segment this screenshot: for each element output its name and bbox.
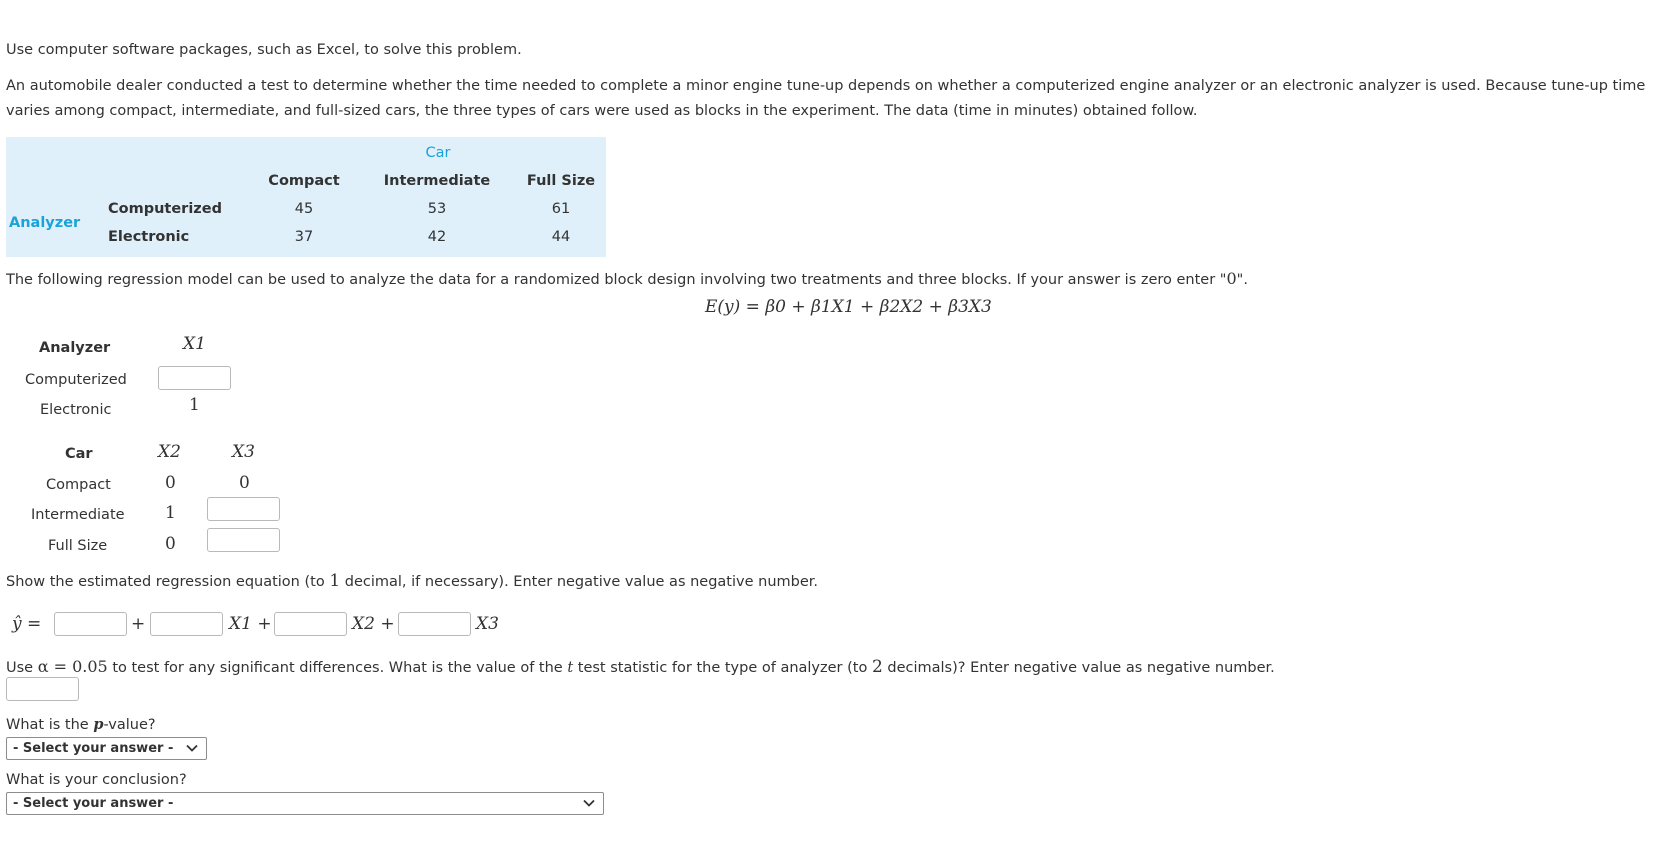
car-row-compact: Compact — [46, 477, 111, 493]
col-header-fullsize: Full Size — [526, 173, 596, 189]
b0-input[interactable] — [54, 612, 127, 636]
b1-input[interactable] — [150, 612, 223, 636]
row-label-electronic: Electronic — [108, 229, 190, 245]
row-label-computerized: Computerized — [108, 201, 222, 217]
x1-term: X1 + — [229, 614, 272, 634]
x3-term: X3 — [476, 614, 499, 634]
b2-input[interactable] — [274, 612, 347, 636]
x2-intermediate-value: 1 — [165, 503, 176, 523]
cell-computerized-compact: 45 — [294, 201, 314, 217]
col-group-label: Car — [425, 145, 451, 161]
conclusion-question: What is your conclusion? — [6, 772, 187, 788]
yhat-label: ŷ = — [12, 614, 42, 634]
analyzer-row-electronic: Electronic — [40, 402, 112, 418]
regression-intro: The following regression model can be used to analyze the data for a randomized block design involving two treatments and three blocks. If your answer is zero enter "0". — [6, 269, 1248, 288]
x3-fullsize-input[interactable] — [207, 528, 280, 552]
chevron-down-icon — [186, 742, 198, 754]
col-header-compact: Compact — [268, 173, 340, 189]
analyzer-row-computerized: Computerized — [25, 372, 127, 388]
plus-sign: + — [131, 614, 146, 634]
model-equation: E(y) = β0 + β1X1 + β2X2 + β3X3 — [705, 297, 992, 317]
cell-electronic-intermediate: 42 — [427, 229, 447, 245]
cell-computerized-intermediate: 53 — [427, 201, 447, 217]
b3-input[interactable] — [398, 612, 471, 636]
chevron-down-icon — [583, 797, 595, 809]
t-statistic-input[interactable] — [6, 677, 79, 701]
car-row-fullsize: Full Size — [48, 538, 108, 554]
car-coding-header: Car — [65, 446, 93, 462]
x2-compact-value: 0 — [165, 473, 176, 493]
problem-text: An automobile dealer conducted a test to determine whether the time needed to complete a minor engine tune-up depends on whether a computerized engine analyzer or an electronic analyzer is used. Because tune-up time varies among compact, intermediate, and full-sized cars, the three types of cars were used as blocks in the experiment. The data (time in minutes) obtained follow. — [6, 78, 1646, 119]
pvalue-select[interactable] — [6, 737, 207, 760]
x3-intermediate-input[interactable] — [207, 497, 280, 521]
t-test-prompt: Use α = 0.05 to test for any significant differences. What is the value of the t test statistic for the type of analyzer (to 2 decimals)? Enter negative value as negative number. — [6, 657, 1275, 677]
x3-header: X3 — [232, 442, 255, 462]
x3-compact-value: 0 — [239, 473, 250, 493]
x2-header: X2 — [158, 442, 181, 462]
car-row-intermediate: Intermediate — [31, 507, 125, 523]
cell-electronic-compact: 37 — [294, 229, 314, 245]
col-header-intermediate: Intermediate — [383, 173, 491, 189]
data-table — [6, 137, 606, 257]
x1-computerized-input[interactable] — [158, 366, 231, 390]
pvalue-question: What is the p-value? — [6, 716, 156, 733]
cell-electronic-fullsize: 44 — [551, 229, 571, 245]
x1-header: X1 — [183, 334, 206, 354]
x2-term: X2 + — [352, 614, 395, 634]
conclusion-select-value: - Select your answer - — [13, 796, 174, 811]
pvalue-select-value: - Select your answer - — [13, 741, 174, 756]
analyzer-coding-header: Analyzer — [39, 340, 111, 356]
x2-fullsize-value: 0 — [165, 534, 176, 554]
intro-text: Use computer software packages, such as Excel, to solve this problem. — [6, 42, 522, 58]
conclusion-select[interactable] — [6, 792, 604, 815]
cell-computerized-fullsize: 61 — [551, 201, 571, 217]
row-group-label: Analyzer — [9, 215, 81, 231]
estimated-eq-prompt: Show the estimated regression equation (to 1 decimal, if necessary). Enter negative value as negative number. — [6, 571, 819, 591]
x1-electronic-value: 1 — [189, 395, 200, 415]
